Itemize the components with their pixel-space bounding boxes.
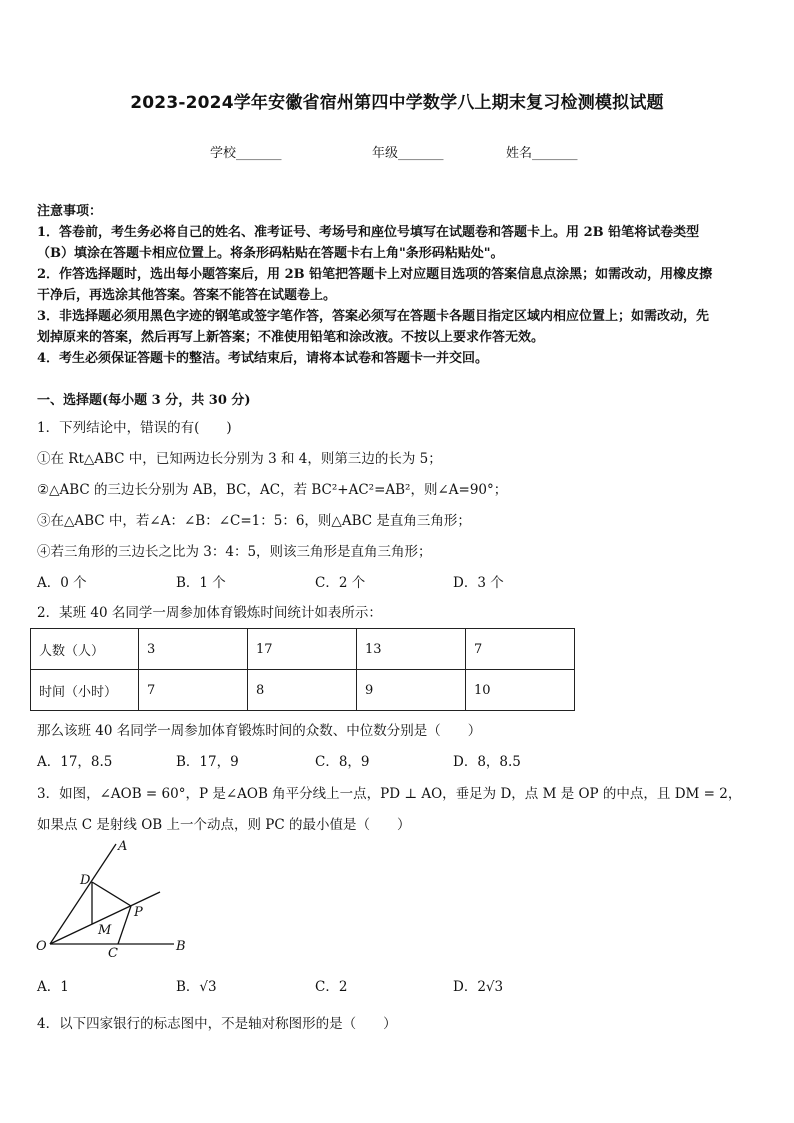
q3-option-d: D．2√3 bbox=[453, 979, 504, 995]
q2-stem: 2．某班 40 名同学一周参加体育锻炼时间统计如表所示： bbox=[37, 605, 382, 621]
notice-line: 4．考生必须保证答题卡的整洁。考试结束后，请将本试卷和答题卡一并交回。 bbox=[37, 351, 489, 366]
notice-line: 干净后，再选涂其他答案。答案不能答在试题卷上。 bbox=[37, 288, 337, 303]
table-cell: 人数（人） bbox=[31, 629, 139, 670]
table-cell: 7 bbox=[466, 629, 575, 670]
q2-option-a: A．17，8.5 bbox=[37, 754, 113, 770]
notice-heading: 注意事项： bbox=[37, 204, 103, 219]
q2-question: 那么该班 40 名同学一周参加体育锻炼时间的众数、中位数分别是（ ） bbox=[37, 723, 482, 739]
q3-option-b: B．√3 bbox=[176, 979, 217, 995]
label-b: B bbox=[176, 939, 186, 954]
notice-line: 3．非选择题必须用黑色字迹的钢笔或签字笔作答，答案必须写在答题卡各题目指定区域内相应位置上；如需改动，先 bbox=[37, 309, 710, 324]
q1-statement-2: ②△ABC 的三边长分别为 AB，BC，AC，若 BC²+AC²=AB²，则∠A=90°； bbox=[37, 482, 508, 498]
table-row bbox=[31, 629, 575, 670]
q1-stem: 1．下列结论中，错误的有( ) bbox=[37, 420, 232, 436]
label-c: C bbox=[108, 946, 118, 960]
notice-line: 2．作答选择题时，选出每小题答案后，用 2B 铅笔把答题卡上对应题目选项的答案信息点涂黑；如需改动，用橡皮擦 bbox=[37, 267, 713, 282]
table-cell: 17 bbox=[248, 629, 357, 670]
q3-stem: 3．如图，∠AOB = 60°，P 是∠AOB 角平分线上一点，PD ⊥ AO，垂足为 D，点 M 是 OP 的中点，且 DM = 2， bbox=[37, 786, 742, 802]
table-row bbox=[31, 670, 575, 711]
q2-option-d: D．8，8.5 bbox=[453, 754, 521, 770]
table-cell: 时间（小时） bbox=[31, 670, 139, 711]
q1-option-b: B．1 个 bbox=[176, 575, 226, 591]
page-title: 2023-2024学年安徽省宿州第四中学数学八上期末复习检测模拟试题 bbox=[130, 93, 664, 113]
q1-statement-1: ①在 Rt△ABC 中，已知两边长分别为 3 和 4，则第三边的长为 5； bbox=[37, 451, 442, 467]
grade-field: 年级_______ bbox=[372, 146, 444, 161]
school-field: 学校_______ bbox=[210, 146, 282, 161]
label-d: D bbox=[80, 873, 91, 888]
q1-option-c: C．2 个 bbox=[315, 575, 366, 591]
q1-option-a: A．0 个 bbox=[37, 575, 87, 591]
table-cell: 8 bbox=[248, 670, 357, 711]
notice-line: 划掉原来的答案，然后再写上新答案；不准使用铅笔和涂改液。不按以上要求作答无效。 bbox=[37, 330, 545, 345]
table-cell: 9 bbox=[357, 670, 466, 711]
q1-statement-3: ③在△ABC 中，若∠A：∠B：∠C=1：5：6，则△ABC 是直角三角形； bbox=[37, 513, 471, 529]
label-m: M bbox=[98, 923, 112, 938]
table-cell: 3 bbox=[139, 629, 248, 670]
segment-pc bbox=[118, 906, 131, 944]
q4-stem: 4．以下四家银行的标志图中，不是轴对称图形的是（ ） bbox=[37, 1016, 397, 1032]
label-a: A bbox=[118, 839, 128, 854]
label-o: O bbox=[36, 939, 47, 954]
q2-option-b: B．17，9 bbox=[176, 754, 239, 770]
q2-table bbox=[30, 628, 575, 711]
table-cell: 7 bbox=[139, 670, 248, 711]
q3-stem-2: 如果点 C 是射线 OB 上一个动点，则 PC 的最小值是（ ） bbox=[37, 817, 411, 833]
name-field: 姓名_______ bbox=[506, 146, 578, 161]
q3-option-a: A．1 bbox=[37, 979, 69, 995]
section-heading: 一、选择题(每小题 3 分，共 30 分) bbox=[37, 393, 251, 408]
q2-option-c: C．8，9 bbox=[315, 754, 370, 770]
segment-pd bbox=[92, 882, 131, 906]
notice-line: 1．答卷前，考生务必将自己的姓名、准考证号、考场号和座位号填写在试题卷和答题卡上。用 2B 铅笔将试卷类型 bbox=[37, 225, 700, 240]
label-p: P bbox=[134, 905, 143, 920]
q3-option-c: C．2 bbox=[315, 979, 348, 995]
q1-option-d: D．3 个 bbox=[453, 575, 504, 591]
table-cell: 13 bbox=[357, 629, 466, 670]
q1-statement-4: ④若三角形的三边长之比为 3：4：5，则该三角形是直角三角形； bbox=[37, 544, 432, 560]
q3-geometry-figure bbox=[30, 838, 200, 960]
notice-line: （B）填涂在答题卡相应位置上。将条形码粘贴在答题卡右上角"条形码粘贴处"。 bbox=[37, 246, 504, 261]
table-cell: 10 bbox=[466, 670, 575, 711]
